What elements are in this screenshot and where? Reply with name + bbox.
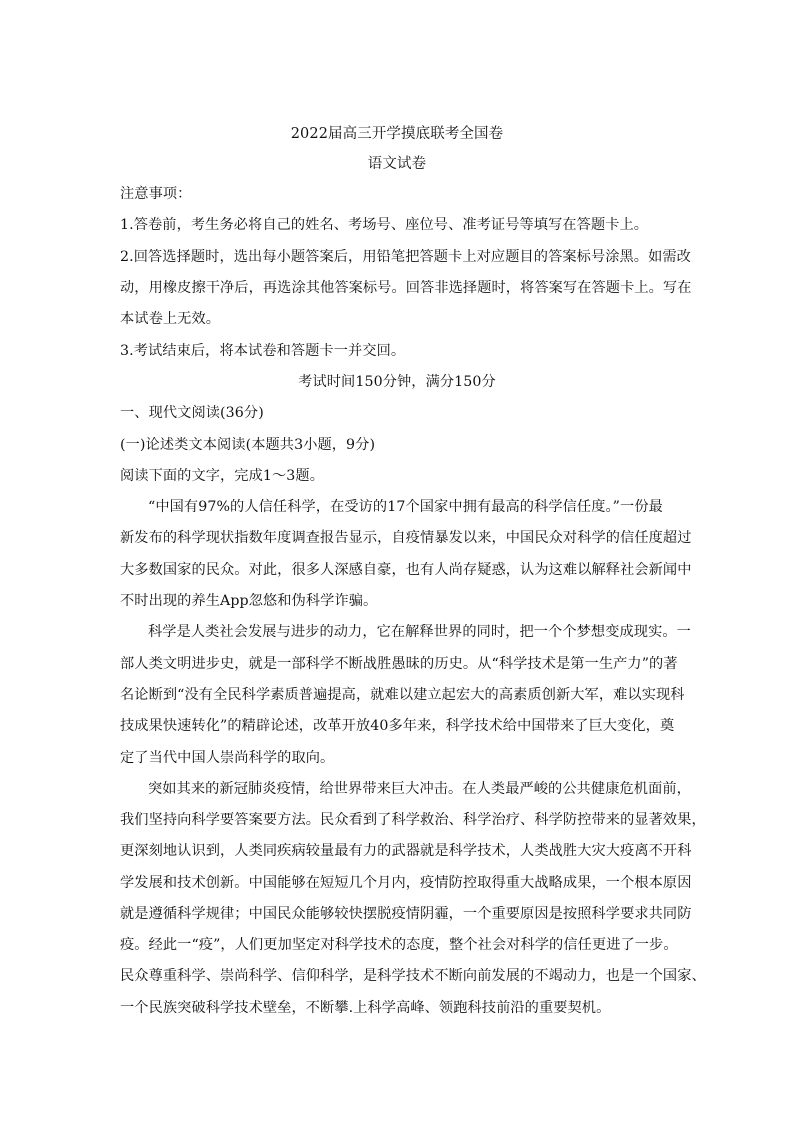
paragraph-1-line-2: 新发布的科学现状指数年度调查报告显示，自疫情暴发以来，中国民众对科学的信任度超过 <box>120 530 692 546</box>
paragraph-1-line-3: 大多数国家的民众。对此，很多人深感自豪，也有人尚存疑惑，认为这难以解释社会新闻中 <box>120 562 692 578</box>
paragraph-3-line-3: 更深刻地认识到，人类同疾病较量最有力的武器就是科学技术，人类战胜大灾大疫离不开科 <box>120 843 692 859</box>
paragraph-2-line-1: 科学是人类社会发展与进步的动力，它在解释世界的同时，把一个个梦想变成现实。一 <box>148 624 691 640</box>
paragraph-3-line-7: 民众尊重科学、崇尚科学、信仰科学，是科学技术不断向前发展的不竭动力，也是一个国家、 <box>120 968 706 984</box>
paragraph-3-line-6: 疫。经此一“疫”，人们更加坚定对科学技术的态度，整个社会对科学的信任更进了一步。 <box>120 937 678 953</box>
paragraph-2-line-4: 技成果快速转化”的精辟论述，改革开放40多年来，科学技术给中国带来了巨大变化，奠 <box>120 718 675 734</box>
note-1: 1.答卷前，考生务必将自己的姓名、考场号、座位号、准考证号等填写在答题卡上。 <box>120 217 649 233</box>
paragraph-3-line-8: 一个民族突破科学技术壁垒，不断攀.上科学高峰、领跑科技前沿的重要契机。 <box>120 1000 611 1016</box>
paragraph-3-line-5: 就是遵循科学规律；中国民众能够较快摆脱疫情阴霾，一个重要原因是按照科学要求共同防 <box>120 906 692 922</box>
paragraph-3-line-2: 我们坚持向科学要答案要方法。民众看到了科学救治、科学治疗、科学防控带来的显著效果， <box>120 812 706 828</box>
exam-time-info: 考试时间150分钟，满分150分 <box>298 374 496 390</box>
notes-heading: 注意事项： <box>120 186 192 202</box>
note-2-line-3: 本试卷上无效。 <box>120 311 221 327</box>
note-3: 3.考试结束后，将本试卷和答题卡一并交回。 <box>120 343 406 359</box>
exam-subtitle: 语文试卷 <box>367 156 427 172</box>
section-heading: 一、现代文阅读(36分) <box>120 405 264 421</box>
subsection-heading: (一)论述类文本阅读(本题共3小题，9分) <box>120 437 376 453</box>
note-2-line-1: 2.回答选择题时，选出每小题答案后，用铅笔把答题卡上对应题目的答案标号涂黑。如需改 <box>120 249 691 265</box>
reading-instruction: 阅读下面的文字，完成1～3题。 <box>120 468 324 484</box>
paragraph-3-line-1: 突如其来的新冠肺炎疫情，给世界带来巨大冲击。在人类最严峻的公共健康危机面前， <box>148 781 691 797</box>
paragraph-1-line-4: 不时出现的养生App忽悠和伪科学诈骗。 <box>120 593 378 609</box>
paragraph-1-line-1: “中国有97%的人信任科学，在受访的17个国家中拥有最高的科学信任度。”一份最 <box>148 499 663 515</box>
note-2-line-2: 动，用橡皮擦干净后，再选涂其他答案标号。回答非选择题时，将答案写在答题卡上。写在 <box>120 280 692 296</box>
paragraph-3-line-4: 学发展和技术创新。中国能够在短短几个月内，疫情防控取得重大战略成果，一个根本原因 <box>120 875 692 891</box>
paragraph-2-line-3: 名论断到“没有全民科学素质普遍提高，就难以建立起宏大的高素质创新大军，难以实现科 <box>120 687 685 703</box>
paragraph-2-line-2: 部人类文明进步史，就是一部科学不断战胜愚昧的历史。从“科学技术是第一生产力”的著 <box>120 656 678 672</box>
exam-title: 2022届高三开学摸底联考全国卷 <box>290 126 504 142</box>
paragraph-2-line-5: 定了当代中国人崇尚科学的取向。 <box>120 750 335 766</box>
